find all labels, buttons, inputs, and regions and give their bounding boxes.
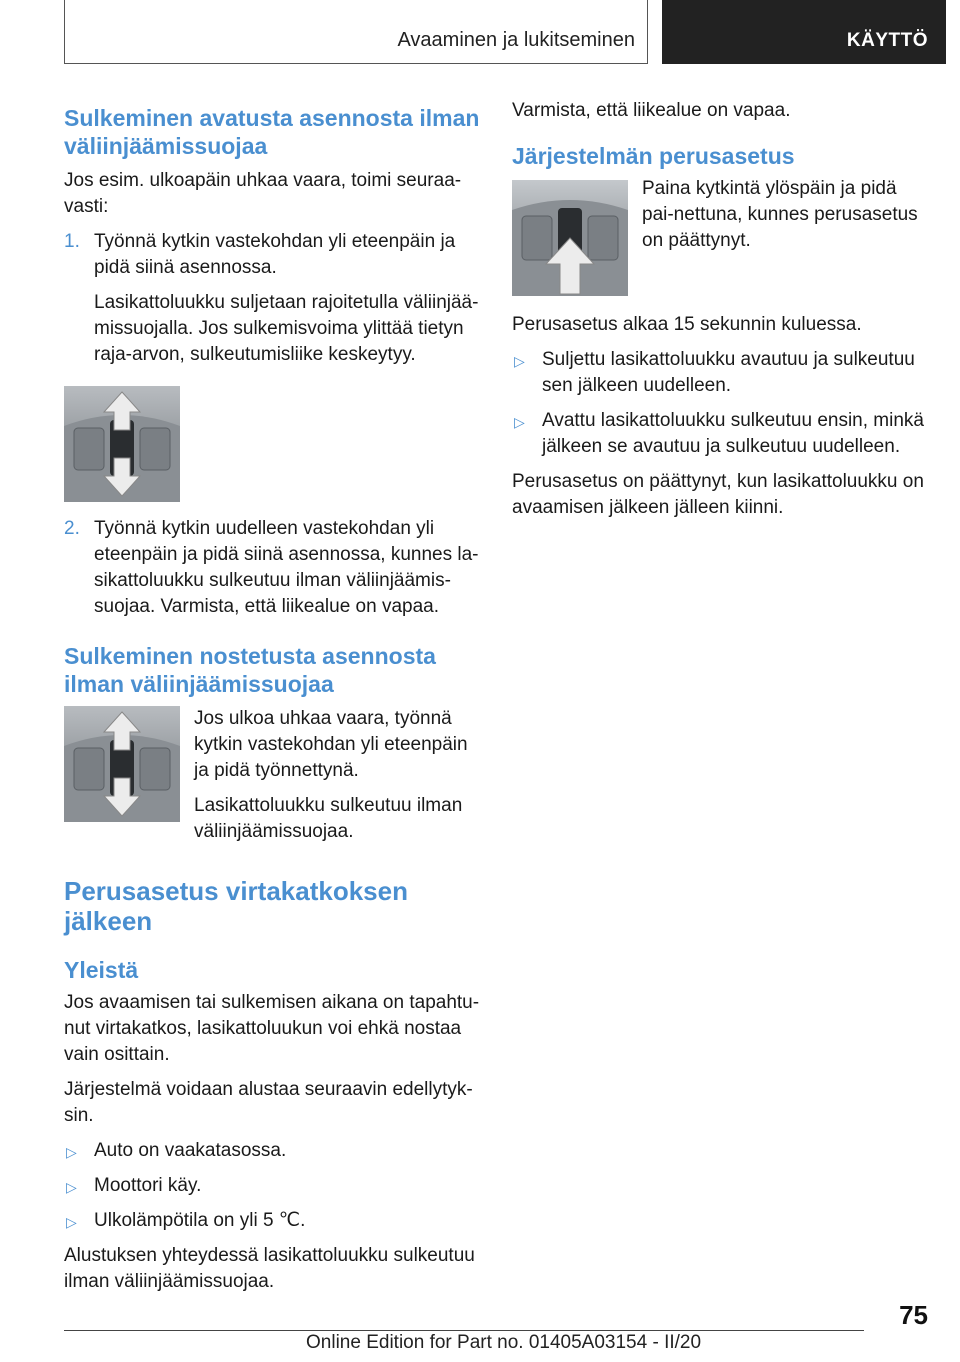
list-item (64, 1208, 480, 1234)
reset-paragraph-2: Perusasetus alkaa 15 sekunnin kuluessa. (512, 314, 862, 335)
list-item-text: Moottori käy. (94, 1175, 202, 1196)
general-paragraph-2: Järjestelmä voidaan alustaa seuraavin edellytyk-sin. (64, 1079, 473, 1126)
heading-system-reset: Järjestelmän perusasetus (512, 143, 795, 169)
switch-push-forward-illustration-2 (64, 706, 180, 822)
bullet-triangle-icon: ▷ (66, 1144, 77, 1160)
list-item (64, 1173, 480, 1199)
step-2-number: 2. (64, 518, 80, 539)
switch-press-up-illustration (512, 180, 628, 296)
footer-divider (64, 1330, 864, 1331)
right-column (512, 98, 928, 530)
switch-push-forward-illustration (64, 386, 180, 502)
header-chapter-title: KÄYTTÖ (846, 30, 928, 51)
step-2 (64, 516, 480, 620)
footer-edition: Online Edition for Part no. 01405A03154 - II/20 (306, 1332, 702, 1353)
header-chapter-tab (662, 0, 946, 64)
header-section-box (64, 0, 648, 64)
heading-closing-from-open: Sulkeminen avatusta asennosta ilman väliinjäämissuojaa (64, 105, 480, 159)
left-column (64, 98, 480, 1304)
general-paragraph-3: Alustuksen yhteydessä lasikattoluukku sulkeutuu ilman väliinjäämissuojaa. (64, 1245, 475, 1292)
raised-paragraph-1: Jos ulkoa uhkaa vaara, työnnä kytkin vastekohdan yli eteenpäin ja pidä työnnettynä. (194, 708, 468, 781)
step-1 (64, 229, 480, 368)
bullet-triangle-icon: ▷ (66, 1214, 77, 1230)
raised-paragraph-2: Lasikattoluukku sulkeutuu ilman väliinjäämissuojaa. (194, 795, 463, 842)
page-number: 75 (899, 1300, 928, 1330)
general-paragraph-1: Jos avaamisen tai sulkemisen aikana on tapahtu-nut virtakatkos, lasikattoluukun voi ehkä nostaa vain osittain. (64, 992, 480, 1065)
step-2-text: Työnnä kytkin uudelleen vastekohdan yli eteenpäin ja pidä siinä asennossa, kunnes la-sikattoluukku sulkeutuu ilman väliinjäämis-suojaa. Varmista, että liikealue on vapaa. (94, 518, 479, 617)
step-1-text: Työnnä kytkin vastekohdan yli eteenpäin ja pidä siinä asennossa. (94, 231, 456, 278)
step-1-note: Lasikattoluukku suljetaan rajoitetulla väliinjää-missuojalla. Jos sulkemisvoima ylittää tietyn raja-arvon, sulkeutumisliike keskeytyy. (94, 292, 479, 365)
list-item (512, 408, 928, 460)
list-item-text: Ulkolämpötila on yli 5 ℃. (94, 1210, 306, 1231)
bullet-triangle-icon: ▷ (66, 1179, 77, 1195)
list-item-text: Auto on vaakatasossa. (94, 1140, 287, 1161)
heading-closing-from-raised: Sulkeminen nostetusta asennosta ilman väliinjäämissuojaa (64, 643, 436, 697)
bullet-triangle-icon: ▷ (514, 414, 525, 430)
reset-paragraph-3: Perusasetus on päättynyt, kun lasikattoluukku on avaamisen jälkeen jälleen kiinni. (512, 471, 924, 518)
bullet-triangle-icon: ▷ (514, 353, 525, 369)
list-item (512, 347, 928, 399)
intro-paragraph: Jos esim. ulkoapäin uhkaa vaara, toimi seuraa-vasti: (64, 170, 462, 217)
check-clear-paragraph: Varmista, että liikealue on vapaa. (512, 100, 791, 121)
list-item (64, 1138, 480, 1164)
list-item-text: Avattu lasikattoluukku sulkeutuu ensin, minkä jälkeen se avautuu ja sulkeutuu uudelleen. (542, 410, 924, 457)
step-1-number: 1. (64, 231, 80, 252)
list-item-text: Suljettu lasikattoluukku avautuu ja sulkeutuu sen jälkeen uudelleen. (542, 349, 915, 396)
reset-paragraph-1: Paina kytkintä ylöspäin ja pidä pai-nettuna, kunnes perusasetus on päättynyt. (642, 178, 918, 251)
heading-reset-after-power-loss: Perusasetus virtakatkoksen jälkeen (64, 876, 408, 936)
header-section-title: Avaaminen ja lukitseminen (397, 29, 635, 51)
heading-general: Yleistä (64, 957, 139, 983)
